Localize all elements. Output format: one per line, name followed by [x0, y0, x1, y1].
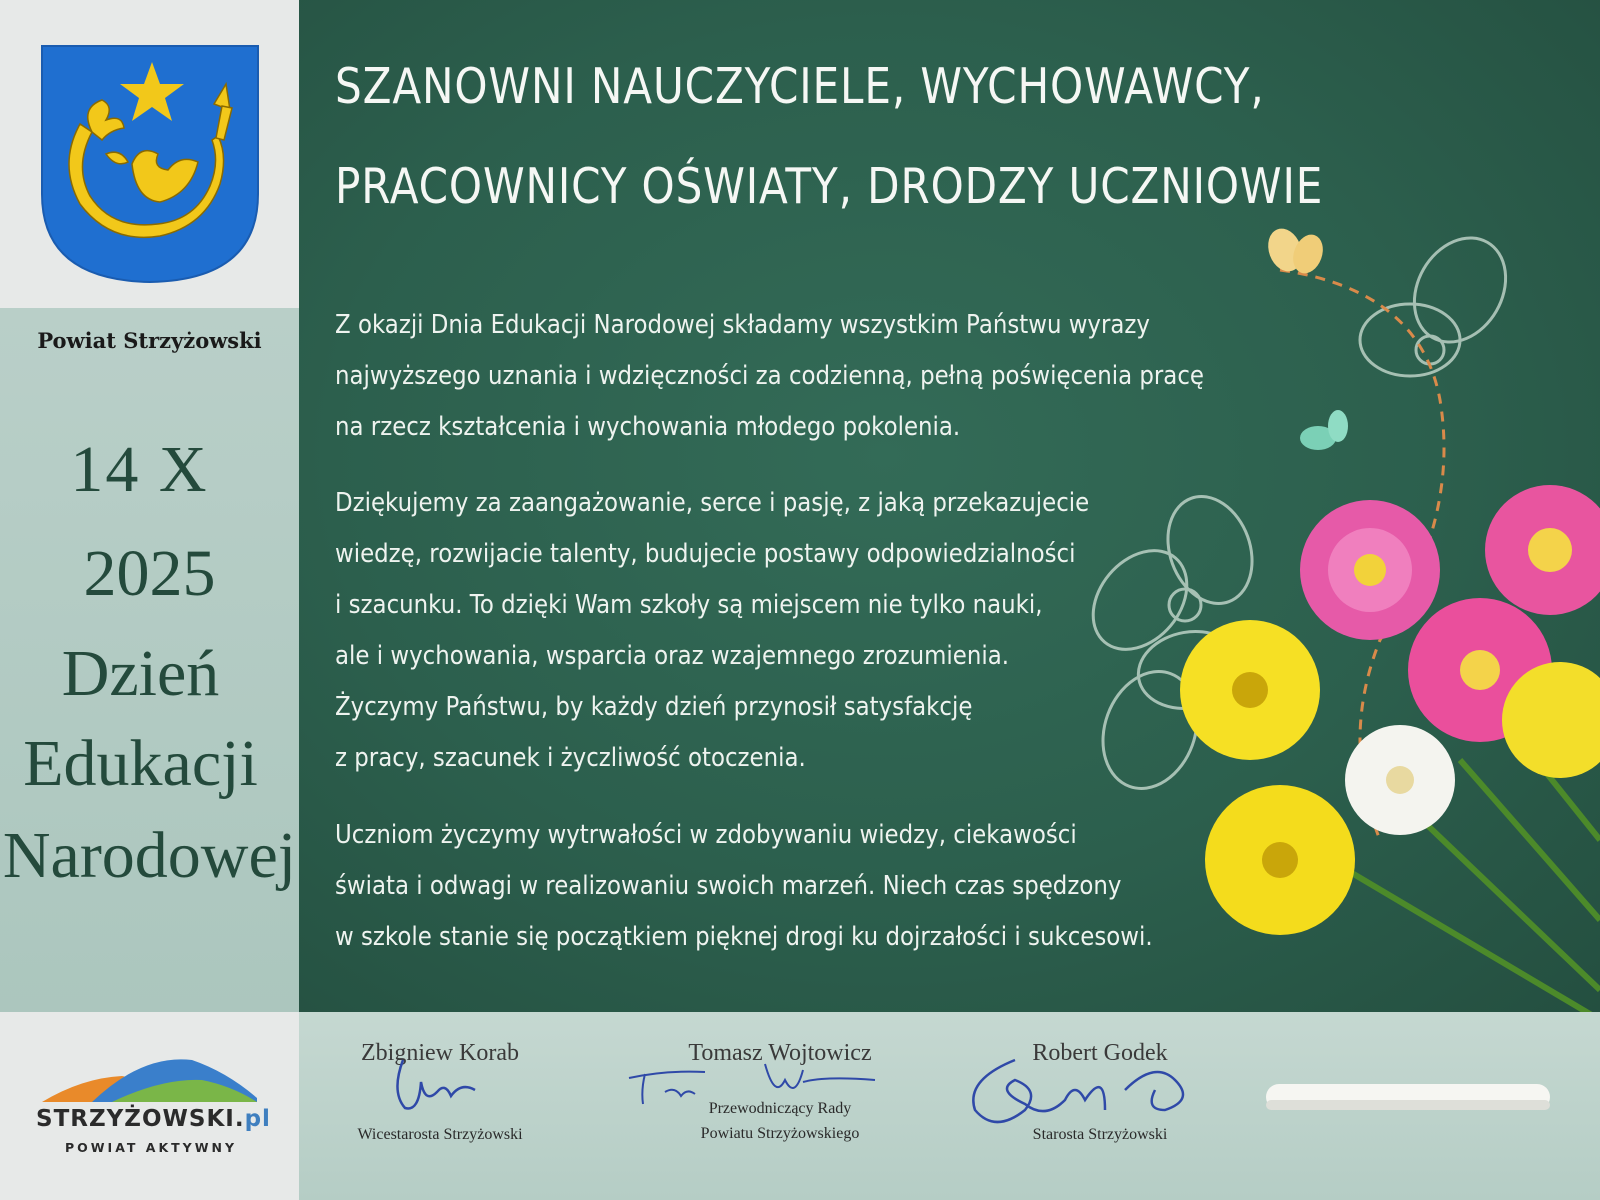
greeting-heading-line: SZANOWNI NAUCZYCIELE, WYCHOWAWCY, [335, 58, 1265, 115]
date-year: 2025 [83, 537, 216, 610]
butterfly-icon [1262, 224, 1328, 278]
event-title-word: Dzień [61, 637, 220, 710]
signatory-name: Zbigniew Korab [361, 1040, 519, 1066]
event-title-word: Narodowej [2, 819, 297, 892]
mountains-logo-icon [42, 1052, 257, 1104]
signature-korab [385, 1052, 495, 1114]
event-title-word: Edukacji [23, 727, 258, 800]
signatory-role-line: Powiatu Strzyżowskiego [700, 1125, 860, 1142]
body-paragraph [335, 478, 1089, 784]
coat-of-arms-icon [40, 44, 260, 284]
body-line: i szacunku. To dzięki Wam szkoły są miejscem nie tylko nauki, [335, 590, 1043, 620]
signatory-name: Tomasz Wojtowicz [688, 1040, 872, 1066]
body-line: w szkole stanie się początkiem pięknej drogi ku dojrzałości i sukcesowi. [335, 922, 1153, 952]
signatory-role-line: Starosta Strzyżowski [1032, 1126, 1168, 1143]
body-line: Uczniom życzymy wytrwałości w zdobywaniu wiedzy, ciekawości [335, 820, 1077, 850]
butterfly-icon [1300, 410, 1348, 450]
body-line: ale i wychowania, wsparcia oraz wzajemnego zrozumienia. [335, 641, 1010, 671]
logo-tld: pl [244, 1106, 271, 1132]
signature-wojtowicz [625, 1060, 880, 1110]
signatory-role-line: Przewodniczący Rady [708, 1100, 852, 1117]
chalk-icon [1264, 1080, 1554, 1114]
body-paragraph [335, 810, 1153, 963]
body-line: Z okazji Dnia Edukacji Narodowej składamy wszystkim Państwu wyrazy [335, 310, 1150, 340]
body-line: świata i odwagi w realizowaniu swoich marzeń. Niech czas spędzony [335, 871, 1122, 901]
body-line: najwyższego uznania i wdzięczności za codzienną, pełną poświęcenia pracę [335, 361, 1204, 391]
body-line: wiedzę, rozwijacie talenty, budujecie postawy odpowiedzialności [335, 539, 1076, 569]
signature-godek [955, 1050, 1215, 1140]
county-name: Powiat Strzyżowski [37, 328, 262, 353]
logo-slogan: POWIAT AKTYWNY [64, 1140, 238, 1155]
date-day: 14 X [70, 433, 209, 506]
body-paragraph [335, 300, 1204, 453]
body-line: na rzecz kształcenia i wychowania młodego pokolenia. [335, 412, 961, 442]
greeting-heading-line: PRACOWNICY OŚWIATY, DRODZY UCZNIOWIE [335, 158, 1324, 215]
signatory-role-line: Wicestarosta Strzyżowski [357, 1126, 523, 1143]
signatory-role [330, 1122, 550, 1147]
body-line: Życzymy Państwu, by każdy dzień przynosił satysfakcję [335, 692, 973, 722]
signatory-name: Robert Godek [1032, 1040, 1168, 1066]
flower-bouquet-icon [1080, 220, 1600, 1020]
body-line: Dziękujemy za zaangażowanie, serce i pasję, z jaką przekazujecie [335, 488, 1090, 518]
body-line: z pracy, szacunek i życzliwość otoczenia. [335, 743, 806, 773]
logo-wordmark [36, 1106, 271, 1132]
logo-main: STRZYŻOWSKI. [36, 1106, 245, 1132]
